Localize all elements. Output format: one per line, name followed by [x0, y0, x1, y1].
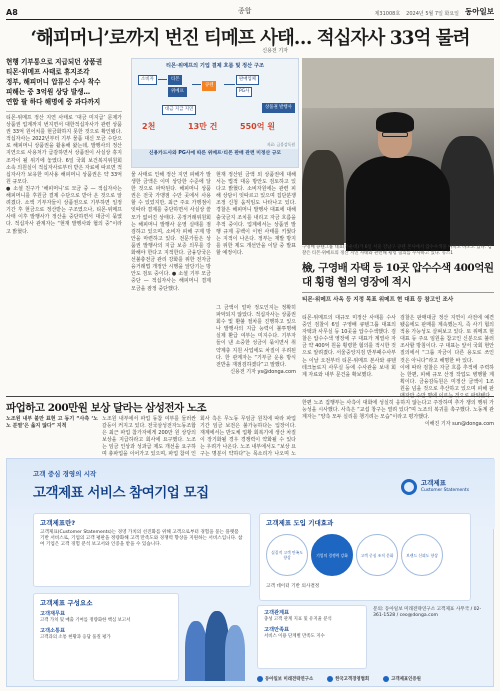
effect-item: 고객 데이터 기반 의사결정	[266, 584, 320, 589]
ig-node: 티몬	[168, 75, 182, 85]
component-title: 고객소통표	[40, 627, 66, 634]
lead-column-1	[6, 115, 122, 390]
sponsor: 고객제표인증원	[383, 676, 421, 682]
ad-illustration	[177, 601, 247, 681]
ad-title: 고객제표 서비스 참여기업 모집	[33, 485, 209, 501]
masthead	[6, 4, 494, 20]
deck-line: 연합 팔 하다 해명에 중 과다까지	[6, 98, 101, 106]
side-deck: 노조원 내부 불만 표현 고 동기 “사측 ‘노노 분열’은 옳지 않다” 지적	[6, 416, 98, 430]
news-photo	[302, 58, 494, 243]
divider	[6, 396, 494, 397]
ig-node: 대금 지급 지연	[162, 105, 196, 115]
logo-sub: Customer Statements	[420, 488, 469, 493]
photo-caption: 구영배 큐텐그룹 대표(가운데)가 6일 서울 강남구 큐텐 본사에서 압수수색을 마치고 나오고 있다. 검찰은 티몬·위메프의 정산 지연 사태와 관련해 횡령 혐의를 수사하고 있다. 뉴스1	[302, 245, 492, 256]
sponsor: 한국고객경영협회	[327, 676, 369, 682]
component-text: 충성 고객 관계 지표 및 유지율 분석	[264, 617, 332, 622]
ig-node: 소비자	[138, 75, 157, 85]
second-column-2	[400, 315, 494, 391]
ad-sponsors	[257, 676, 421, 682]
ad-effects-panel	[259, 513, 471, 601]
issue-number: 제31008호	[374, 11, 401, 17]
deck-line: 티몬·위메프 사태로 휴지조각	[6, 68, 90, 76]
component-title: 고객재무표	[40, 611, 66, 617]
sponsor-logo-icon	[383, 676, 389, 682]
sponsor-logo-icon	[327, 676, 333, 682]
panel-text: 고객제표(Customer Statements)는 경영 가치의 선진화를 위해 고객으로부터 경험을 묻는 플랫폼 기반 서비스로, 기업의 고객 평판을 정량화해 고객 만족도와 경쟁력 향상을 지원하는 서비스입니다. 참여 기업은 고객 경험 분석 보고서와 인증을 받을 수 있습니다.	[40, 530, 243, 548]
side-headline: 파업하고 200만원 보상 달라는 삼성전자 노조	[6, 402, 207, 414]
advertisement	[6, 458, 494, 687]
ad-components-panel-2	[257, 605, 367, 669]
page-number: A8	[6, 8, 18, 17]
body-text: 현재 정산된 금액 외 상품권에 대해서는 법적 대응 방안도 검토하고 있다고 밝혔다. 소비자원에는 관련 피해 상담이 잇따르고 있으며 집단분쟁조정 신청 움직임도 나타나고 있다. 경찰은 해피머니 발행사 대표에 대해 출국금지 조치를 내리고 자금 흐름을 추적 중이다. 업계에서는 상품권 발행 규제 공백이 이번 사태를 키웠다는 지적이 나온다. 정부는 재발 방지를 위한 제도 개선안을 이달 중 발표할 예정이다.	[216, 172, 296, 257]
effect-item: 실질적 고객 만족도 향상	[266, 534, 308, 576]
deck-line: 정부, 해피머니 압류신 수사 착수	[6, 78, 101, 86]
deck-line: 피해는 중 3억원 상당 발생…	[6, 88, 91, 96]
ad-components-panel	[33, 593, 179, 681]
stat-figure: 13만 건	[188, 122, 218, 131]
second-column-1	[302, 315, 396, 391]
body-text: ● 소셜 친구가 ‘해피머니’로 모금 중 — 적십자사는 해피머니를 후원금 결제 수단으로 받아 온 것으로 알려졌다. 소액 기부자들이 상품권으로 기부하면 일정 기간 후 현금으로 정산받는 구조였으나, 티몬·위메프 사태 이후 발행사가 정산을 중단하면서 대금이 묶였다. 적십자사 관계자는 “현재 발행사와 협의 중”이라고 밝혔다.	[6, 185, 122, 235]
ig-node: 상품권 발행사	[262, 103, 295, 113]
effect-item: 고객 중심 조직 문화	[356, 534, 398, 576]
arrow	[192, 84, 201, 85]
ig-node: 위메프	[168, 87, 187, 97]
lead-column-2	[131, 172, 211, 390]
effect-item: 브랜드 신뢰도 향상	[401, 534, 443, 576]
body-text: 검찰은 판매대금 정산 지연이 사전에 예견됐음에도 판매를 계속했는지, 즉 사기 혐의 적용 가능성도 살펴보고 있다. 또 위메프 현 대표 등 주요 임원을 참고인 신분으로 불러 조사할 방침이다. 구 대표는 앞서 국회 현안 질의에서 “그룹 자금이 다른 용도로 쓰인 것은 아니다”라고 해명한 바 있다.	[400, 315, 494, 364]
ig-node: PG사	[236, 87, 252, 97]
lead-byline: 신용전 기자	[262, 48, 288, 54]
paper-name: 동아일보	[465, 7, 494, 16]
ig-node: 판매업체	[236, 75, 259, 85]
body-text: 노조원 내부에서 파업 동참 여부를 둘러싼 갈등이 커지고 있다. 전국삼성전자노동조합은 최근 파업 참가자에게 200만 원 상당의 보상을 지급하라고 회사에 요구했다. 노조는 임금 인상과 성과급 제도 개선을 요구하며 총파업을 이어가고 있으며, 파업 참여 인	[102, 416, 196, 458]
panel-title: 고객제표 구성요소	[40, 599, 93, 607]
divider	[302, 292, 494, 293]
body-text: 그 금액이 얼마 정도인지는 정확히 파악되지 않았다. 적십자사는 상품권 회수 및 환불 절차를 진행하고 있으나 발행사의 지급 능력이 불투명해 실제 환급 여부는 미지수다. 기부자들이 낸 소중한 성금이 묶이면서 취약계층 지원 사업에도 차질이 우려된다. 한 관계자는 “기부금 운용 방식 전반을 재점검하겠다”고 말했다.	[216, 305, 296, 368]
ad-what-panel	[33, 513, 251, 587]
arrow	[158, 79, 167, 80]
side-article	[6, 400, 296, 415]
signoff: 이해진 기자 sun@donga.com	[424, 421, 494, 428]
component-text: 고객과의 소통 현황과 응답 품질 평가	[40, 634, 111, 640]
body-text: 이에 따라 검찰은 자금 흐름 추적에 주력하는 한편, 피해 규모 산정 작업도 병행할 계획이다. 금융감독원은 미정산 금액이 1조 원을 넘을 것으로 추산하고 있으며 피해 판	[400, 364, 494, 392]
signoff: 신용전 기자 ys@donga.com	[230, 368, 296, 375]
infographic-caption: 신용카드사와 PG사에 따른 위메프·티몬 판매 관련 미정산 규모	[132, 149, 298, 167]
body-text: 티몬·위메프의 대규모 미정산 사태를 수사 중인 검찰이 6일 구영배 큐텐그룹 대표의 자택과 사무실 등 10곳을 압수수색했다. 검찰은 압수수색 영장에 구 대표가 계열사 자금 약 400억 원을 횡령한 혐의를 적시한 것으로 알려졌다. 서울중앙지검 반부패수사부는 이날 오전부터 티몬·위메프 본사와 큐텐테크놀로지 사무실 등에 수사관을 보내 회계 자료와 내부 문건을 확보했다.	[302, 315, 396, 378]
stat-figure: 550억 원	[240, 122, 275, 131]
deck-line: 현행 기부통으로 지급되던 상품권	[6, 58, 103, 66]
component-title: 고객관계표	[264, 610, 290, 616]
section-label: 종합	[238, 7, 252, 15]
component-title: 고객만족표	[264, 626, 290, 633]
side-column-2	[200, 416, 296, 456]
effect-circles	[266, 534, 443, 576]
masthead-info	[375, 6, 494, 17]
sponsor-logo-icon	[257, 676, 263, 682]
lead-deck	[6, 57, 122, 112]
body-text: 회사 측은 무노동 무임금 원칙에 따라 파업 기간 임금 보전은 불가능하다는 입장이다. 재계에서는 반도체 업황 회복기에 생산 차질이 장기화될 경우 경쟁력이 약화될 수 있다는 우려가 나온다. 노조 내부에서도 “보상 요구는 명분이 약하다”는 목소리가 나오며 노	[200, 416, 296, 458]
logo-name: 고객제표	[420, 479, 446, 487]
component-text: 고객 가치 및 매출 기여를 정량화한 핵심 보고서	[40, 618, 131, 623]
body-text: 물 사태로 인해 정산 지연 피해가 발생한 금액은 이미 상당한 수준에 달한 것으로 파악된다. 해피머니 상품권은 전국 가맹점 수만 곳에서 사용할 수 있었지만, 최근 주요 가맹점이 잇따라 결제를 중단하면서 사실상 쓸모가 없어진 상태다. 공정거래위원회는 해피머니 발행사 운영 실태를 점검하고 있으며, 소비자 피해 구제 방안을 마련하고 있다. 전문가들은 상품권 발행사의 지급 보증 의무를 강화해야 한다고 지적한다. 금융당국은 선불충전금 관리 강화를 위한 전자금융거래법 개정안 시행을 앞당기는 방안도 검토 중이다. ● 소셜 기부 모금 중단 — 적십자사는 해피머니 결제 모금을 잠정 중단했다.	[131, 172, 211, 292]
lead-column-4	[216, 305, 296, 383]
sponsor: 동아일보 미래전략연구소	[257, 676, 313, 682]
infographic-title: 티몬·위메프의 기업 결제 흐름 및 정산 구조	[166, 63, 264, 69]
panel-title: 고객제표란?	[40, 519, 76, 527]
side-column-1	[102, 416, 196, 456]
arrow	[224, 84, 235, 85]
logo-icon	[401, 479, 417, 495]
lead-column-3	[216, 172, 296, 302]
body-text: 한편 노조 집행부는 사측이 대화에 성실히 응하지 않는다고 주장하며 추가 쟁의 행위 가능성을 시사했다. 사측은 “교섭 창구는 열려 있다”며 노조의 복귀를 촉구했다. 노동계 관계자는 “양측 모두 실리를 챙기려는 모습”이라고 평가했다.	[302, 400, 494, 421]
ad-logo	[401, 479, 469, 495]
ad-contact: 문의: 동아일보 미래전략연구소 고객제표 사무국 / 02-361-1528 / ceo@donga.com	[373, 607, 482, 619]
component-text: 서비스 이용 단계별 만족도 지수	[264, 633, 325, 639]
second-headline: 檢, 구영배 자택 등 10곳 압수수색 400억원대 횡령 혐의 영장에 적시	[302, 262, 494, 288]
stat-figure: 2천	[142, 122, 156, 131]
panel-title: 고객제표 도입 기대효과	[266, 519, 334, 527]
infographic-credit: 자료: 금융감독원	[266, 142, 295, 147]
body-text: 티몬·위메프 정산 지연 사태로 ‘대금 미지급’ 문제가 상품권 업계까지 번지면서 대한적십자사가 관련 상품권 33억 원어치를 현금화하지 못한 것으로 확인됐다. 적십자사는 2022년부터 기부 물품 대신 모금 수단으로 해피머니 상품권을 활용해 왔는데, 발행사의 정산 지연으로 사용처가 급감하면서 상품권이 사실상 휴지조각이 될 위기에 놓였다. 6일 국회 보건복지위원회 소속 의원실이 적십자사로부터 받은 자료에 따르면 적십자사가 보유한 미사용 해피머니 상품권은 약 33억 원 규모다.	[6, 115, 122, 185]
ad-kicker: 고객 중심 경영의 시작	[33, 470, 97, 478]
effect-item: 기업의 경쟁력 강화	[311, 534, 353, 576]
second-deck: 티몬·위메프 사옥 등 지정 목표 위메프 현 대표 등 참고인 조사	[302, 297, 454, 303]
infographic	[131, 58, 299, 168]
side-column-3	[302, 400, 494, 456]
issue-date: 2024년 5월 7일 화요일	[406, 11, 460, 17]
ig-node: 큐텐	[202, 81, 216, 91]
lead-headline: ‘해피머니’로까지 번진 티메프 사태… 적십자사 33억 물려	[30, 28, 470, 49]
